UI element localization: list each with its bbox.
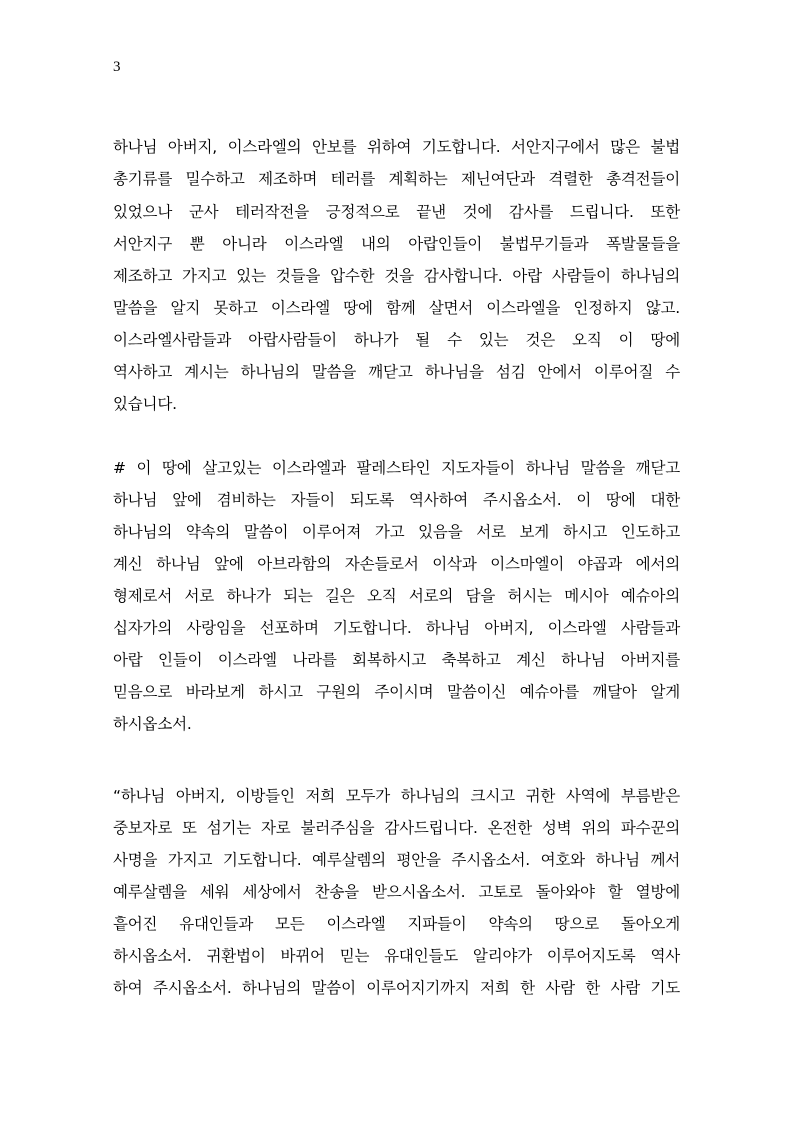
paragraph-line: 사명을 가지고 기도합니다. 예루살렘의 평안을 주시옵소서. 여호와 하나님 께서: [113, 851, 680, 869]
paragraph-line: 형제로서 서로 하나가 되는 길은 오직 서로의 담을 허시는 메시아 예슈아의: [113, 587, 680, 605]
paragraph-line: 말씀을 알지 못하고 이스라엘 땅에 함께 살면서 이스라엘을 인정하지 않고.: [113, 299, 680, 317]
paragraph-line: 십자가의 사랑임을 선포하며 기도합니다. 하나님 아버지, 이스라엘 사람들과: [113, 619, 680, 637]
paragraph-line: # 이 땅에 살고있는 이스라엘과 팔레스타인 지도자들이 하나님 말씀을 깨닫고: [113, 459, 680, 477]
paragraph-line: 계신 하나님 앞에 아브라함의 자손들로서 이삭과 이스마엘이 야곱과 에서의: [113, 555, 680, 573]
paragraph-line: 하여 주시옵소서. 하나님의 말씀이 이루어지기까지 저희 한 사람 한 사람 기도: [113, 979, 680, 997]
paragraph-line: 믿음으로 바라보게 하시고 구원의 주이시며 말씀이신 예슈아를 깨달아 알게: [113, 683, 680, 701]
paragraph-line: 하나님의 약속의 말씀이 이루어져 가고 있음을 서로 보게 하시고 인도하고: [113, 523, 680, 541]
paragraph-line: 예루살렘을 세워 세상에서 찬송을 받으시옵소서. 고토로 돌아와야 할 열방에: [113, 883, 680, 901]
paragraph-line: 이스라엘사람들과 아랍사람들이 하나가 될 수 있는 것은 오직 이 땅에: [113, 331, 680, 349]
paragraph-line: 하시옵소서. 귀환법이 바뀌어 믿는 유대인들도 알리야가 이루어지도록 역사: [113, 947, 680, 965]
paragraph-line: 있습니다.: [113, 395, 177, 413]
paragraph-line: 하나님 앞에 겸비하는 자들이 되도록 역사하여 주시옵소서. 이 땅에 대한: [113, 491, 680, 509]
paragraph-line: 서안지구 뿐 아니라 이스라엘 내의 아랍인들이 불법무기들과 폭발물들을: [113, 235, 680, 253]
paragraph-line: 흩어진 유대인들과 모든 이스라엘 지파들이 약속의 땅으로 돌아오게: [113, 915, 680, 933]
paragraph-line: 총기류를 밀수하고 제조하며 테러를 계획하는 제닌여단과 격렬한 총격전들이: [113, 170, 680, 188]
paragraph-line: 하시옵소서.: [113, 715, 192, 733]
paragraph-line: 중보자로 또 섬기는 자로 불러주심을 감사드립니다. 온전한 성벽 위의 파수꾼의: [113, 819, 680, 837]
paragraph-line: 제조하고 가지고 있는 것들을 압수한 것을 감사합니다. 아랍 사람들이 하나님의: [113, 267, 680, 285]
paragraph-line: 역사하고 계시는 하나님의 말씀을 깨닫고 하나님을 섬김 안에서 이루어질 수: [113, 363, 680, 381]
paragraph-line: “하나님 아버지, 이방들인 저희 모두가 하나님의 크시고 귀한 사역에 부름받은: [113, 787, 680, 805]
page-number: 3: [113, 59, 121, 75]
paragraph-line: 있었으나 군사 테러작전을 긍정적으로 끝낸 것에 감사를 드립니다. 또한: [113, 203, 680, 221]
paragraph-line: 아랍 인들이 이스라엘 나라를 회복하시고 축복하고 계신 하나님 아버지를: [113, 651, 680, 669]
paragraph-line: 하나님 아버지, 이스라엘의 안보를 위하여 기도합니다. 서안지구에서 많은 불법: [113, 138, 680, 156]
